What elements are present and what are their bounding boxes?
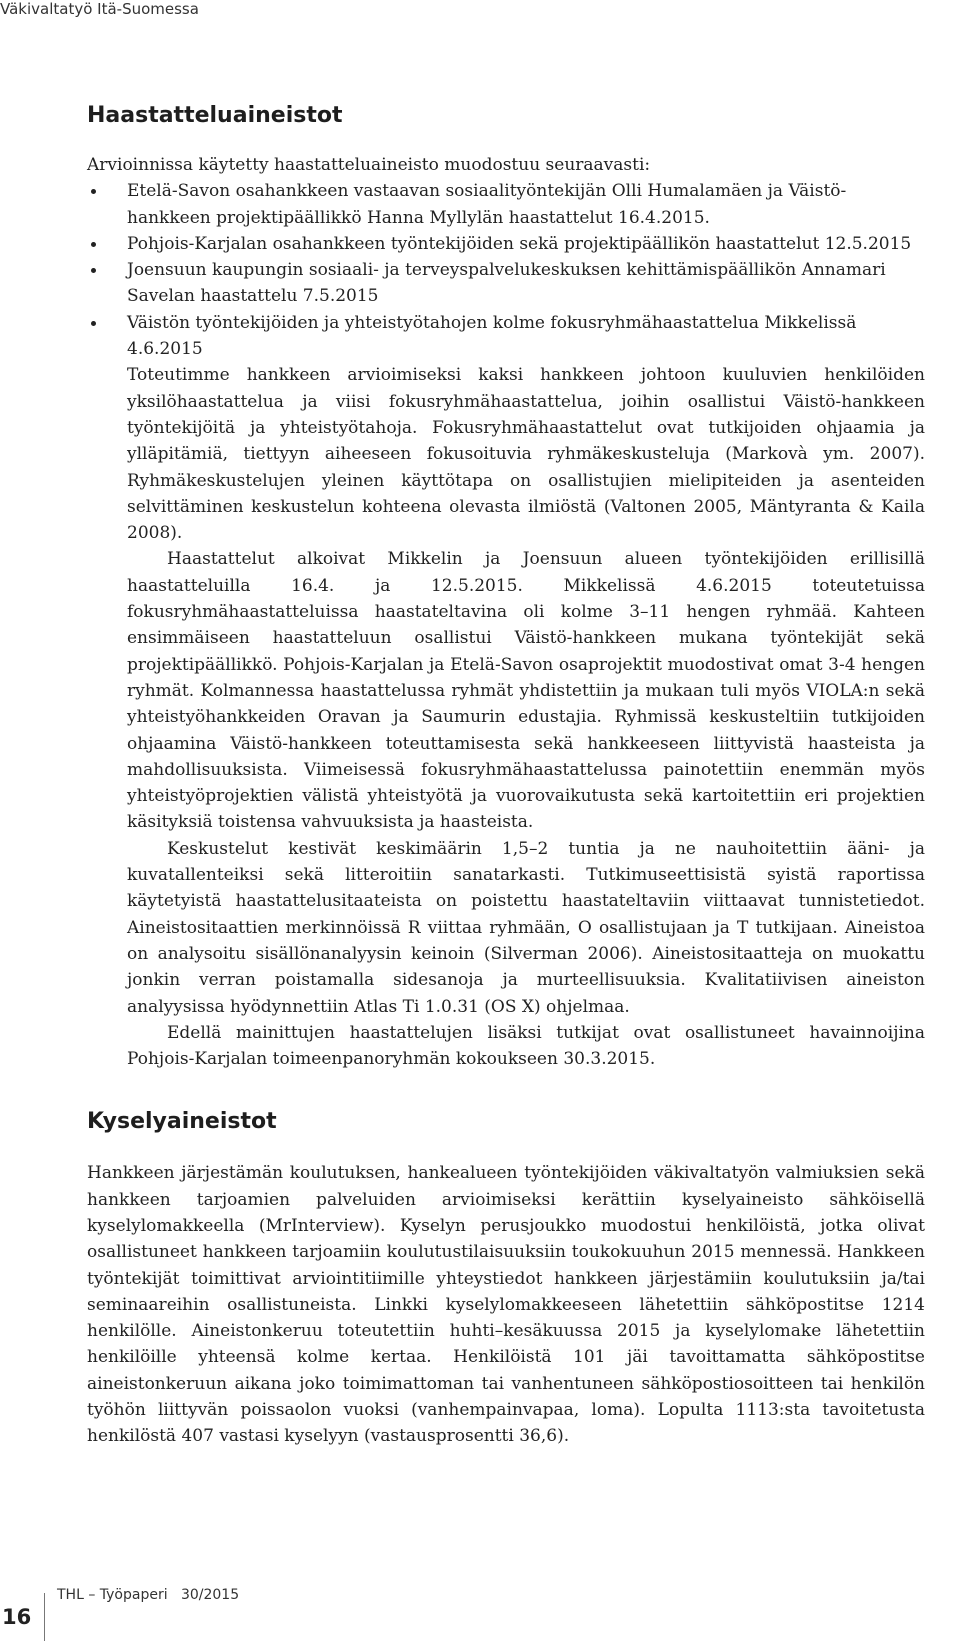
- interview-list: [87, 178, 925, 362]
- list-item: [127, 231, 925, 257]
- list-item-text: Väistön työntekijöiden ja yhteistyötahojen kolme fokusryhmähaastattelua Mikkelissä 4.6.2015: [127, 312, 857, 360]
- list-item: [127, 257, 925, 310]
- interview-body: [87, 362, 925, 1072]
- list-item-text: Etelä-Savon osahankkeen vastaavan sosiaalityöntekijän Olli Humalamäen ja Väistö-hankkeen projektipäällikkö Hanna Myllylän haastattelut 16.4.2015.: [127, 181, 847, 228]
- running-header: Väkivaltatyö Itä-Suomessa: [0, 0, 199, 18]
- bullet-icon: [91, 268, 96, 273]
- page-number: 16: [2, 1605, 32, 1629]
- list-item-text: Joensuun kaupungin sosiaali- ja terveyspalvelukeskuksen kehittämispäällikön Annamari Savelan haastattelu 7.5.2015: [127, 260, 886, 307]
- section-heading-surveys: Kyselyaineistot: [87, 1109, 277, 1135]
- bullet-icon: [91, 321, 96, 326]
- footer-divider: [44, 1593, 45, 1641]
- bullet-icon: [91, 242, 96, 247]
- list-item: [127, 178, 925, 231]
- paragraph: Haastattelut alkoivat Mikkelin ja Joensuun alueen työntekijöiden erillisillä haastatteluilla 16.4. ja 12.5.2015. Mikkelissä 4.6.2015 toteutetuissa fokusryhmähaastatteluissa haastateltavina oli kolme 3–11 hengen ryhmää. Kahteen ensimmäiseen haastatteluun osallistui Väistö-hankkeen mukana työntekijät sekä projektipäällikkö. Pohjois-Karjalan ja Etelä-Savon osaprojektit muodostivat omat 3-4 hengen ryhmät. Kolmannessa haastattelussa ryhmät yhdistettiin ja mukaan tuli myös VIOLA:n sekä yhteistyöhankkeiden Oravan ja Saumurin edustajia. Ryhmissä keskusteltiin tutkijoiden ohjaamina Väistö-hankkeen toteuttamisesta sekä hankkeeseen liittyvistä haasteista ja mahdollisuuksista. Viimeisessä fokusryhmähaastattelussa painotettiin enemmän myös yhteistyöprojektien välistä yhteistyötä ja vuorovaikutusta sekä kartoitettiin eri projektien käsityksiä toistensa vahvuuksista ja haasteista.: [127, 549, 925, 833]
- list-item-text: Pohjois-Karjalan osahankkeen työntekijöiden sekä projektipäällikön haastattelut 12.5.2015: [127, 233, 912, 254]
- publication-label: THL – Työpaperi 30/2015: [57, 1587, 240, 1603]
- list-item: [127, 310, 925, 363]
- paragraph: Toteutimme hankkeen arvioimiseksi kaksi hankkeen johtoon kuuluvien henkilöiden yksilöhaastattelua ja viisi fokusryhmähaastattelua, joihin osallistui Väistö-hankkeen työntekijöitä ja yhteistyötahoja. Fokusryhmähaastattelut ovat tutkijoiden ohjaamia ja ylläpitämiä, tiettyyn aiheeseen fokusoituvia ryhmäkeskusteluja (Markovà ym. 2007). Ryhmäkeskustelujen yleinen käyttötapa on osallistujien mielipiteiden ja asenteiden selvittäminen keskustelun kohteena olevasta ilmiöstä (Valtonen 2005, Mäntyranta & Kaila 2008).: [127, 365, 925, 544]
- bullet-icon: [91, 189, 96, 194]
- paragraph: Keskustelut kestivät keskimäärin 1,5–2 tuntia ja ne nauhoitettiin ääni- ja kuvatallenteiksi sekä litteroitiin sanatarkasti. Tutkimuseettisistä syistä raportissa käytetyistä haastattelusitaateista on poistettu haastateltaviin viittaavat tunnistetiedot. Aineistositaattien merkinnöissä R viittaa ryhmään, O osallistujaan ja T tutkijaan. Aineistoa on analysoitu sisällönanalyysin keinoin (Silverman 2006). Aineistositaatteja on muokattu jonkin verran poistamalla sidesanoja ja murteellisuuksia. Kvalitatiivisen aineiston analyysissa hyödynnettiin Atlas Ti 1.0.31 (OS X) ohjelmaa.: [127, 838, 925, 1017]
- page-content: [87, 92, 925, 1450]
- paragraph: Hankkeen järjestämän koulutuksen, hankealueen työntekijöiden väkivaltatyön valmiuksien sekä hankkeen tarjoamien palveluiden arvioimiseksi kerättiin kyselyaineisto sähköisellä kyselylomakkeella (MrInterview). Kyselyn perusjoukko muodostui henkilöistä, jotka olivat osallistuneet hankkeen tarjoamiin koulutustilaisuuksiin toukokuuhun 2015 mennessä. Hankkeen työntekijät toimittivat arviointitiimille yhteystiedot hankkeen järjestämiin koulutuksiin ja/tai seminaareihin osallistuneista. Linkki kyselylomakkeeseen lähetettiin sähköpostitse 1214 henkilölle. Aineistonkeruu toteutettiin huhti–kesäkuussa 2015 ja kyselylomake lähetettiin henkilöille yhteensä kolme kertaa. Henkilöistä 101 jäi tavoittamatta sähköpostitse aineistonkeruun aikana joko toimimattoman tai vanhentuneen sähköpostiosoitteen tai henkilön työhön liittyvän poissaolon vuoksi (vanhempainvapaa, loma). Lopulta 1113:sta tavoitetusta henkilöstä 407 vastasi kyselyyn (vastausprosentti 36,6).: [87, 1163, 925, 1447]
- section-heading-interviews: Haastatteluaineistot: [87, 103, 343, 128]
- paragraph: Edellä mainittujen haastattelujen lisäksi tutkijat ovat osallistuneet havainnoijina Pohjois-Karjalan toimeenpanoryhmän kokoukseen 30.3.2015.: [127, 1022, 925, 1070]
- intro-text: Arvioinnissa käytetty haastatteluaineisto muodostuu seuraavasti:: [87, 155, 651, 175]
